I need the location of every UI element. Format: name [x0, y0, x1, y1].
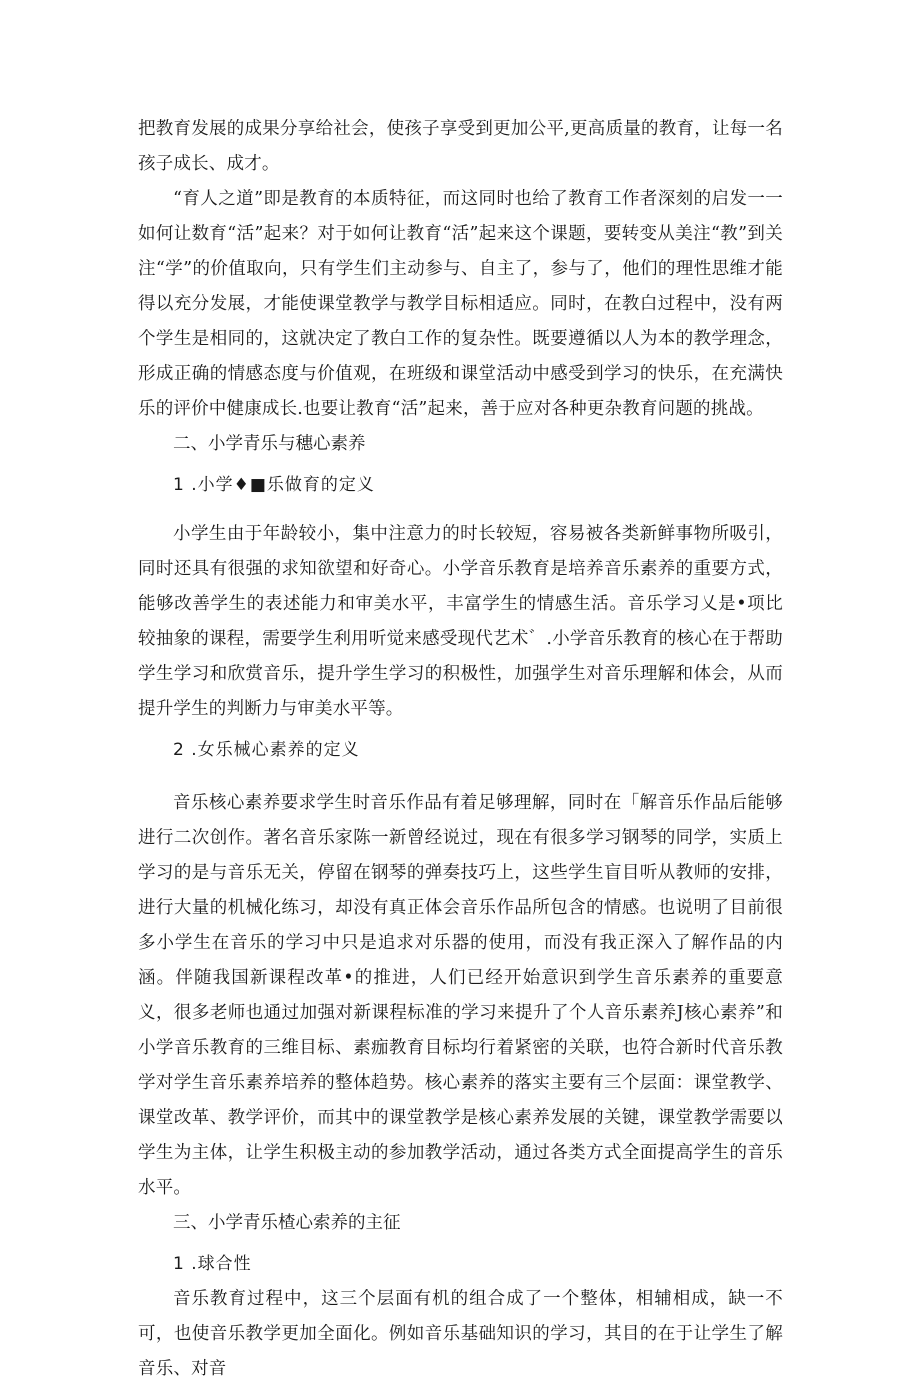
paragraph: 音乐核心素养要求学生时音乐作品有着足够理解，同时在「解音乐作品后能够进行二次创作。著名音乐家陈一新曾经说过，现在有很多学习钢琴的同学，实质上学习的是与音乐无关，停留在钢琴的弹奏技巧上，这些学生盲目听从教师的安排，进行大量的机械化练习，却没有真正体会音乐作品所包含的情感。也说明了目前很多小学生在音乐的学习中只是追求对乐器的使用，而没有我正深入了解作品的内涵。伴随我国新课程改革•的推进，人们已经开始意识到学生音乐素养的重要意义，很多老师也通过加强对新课程标准的学习来提升了个人音乐素养J核心素养”和小学音乐教育的三维目标、素痂教育目标均行着紧密的关联，也符合新时代音乐教学对学生音乐素养培养的整体趋势。核心素养的落实主要有三个层面：课堂教学、课堂改革、教学评价，而其中的课堂教学是核心素养发展的关键，课堂教学需要以学生为主体，让学生积极主动的参加教学活动，通过各类方式全面提高学生的音乐水平。	[138, 793, 783, 1198]
document-body	[138, 112, 783, 1387]
subsection-heading: 1 .球合性	[173, 1254, 252, 1274]
section-heading: 三、小学青乐楂心索养的主征	[173, 1213, 401, 1233]
paragraph: 小学生由于年龄较小，集中注意力的时长较短，容易被各类新鲜事物所吸引，同时还具有很强的求知欲望和好奇心。小学音乐教育是培养音乐素养的重要方式，能够改善学生的表述能力和审美水平，丰富学生的情感生活。音乐学习乂是•项比较抽象的课程，需要学生利用听觉来感受现代艺术゛.小学音乐教育的核心在于帮助学生学习和欣赏音乐，提升学生学习的积极性，加强学生对音乐理解和体会，从而提升学生的判断力与审美水平等。	[138, 524, 783, 719]
paragraph: 把教育发展的成果分享给社会，使孩子享受到更加公平,更高质量的教育，让每一名孩子成长、成才。	[138, 119, 783, 174]
subsection-heading: 2 .女乐械心素养的定义	[173, 740, 360, 760]
spacer	[138, 768, 783, 786]
section-heading: 二、小学青乐与穗心素养	[173, 434, 366, 454]
paragraph: “育人之道”即是教育的本质特征，而这同时也给了教育工作者深刻的启发一一如何让数育“活”起来？对于如何让教育“活”起来这个课题，要转变从美注“教”到关注“学”的价值取向，只有学生们主动参与、自主了，参与了，他们的理性思维才能得以充分发展，才能使课堂教学与教学目标相适应。同时，在教白过程中，没有两个学生是相同的，这就决定了教白工作的复杂性。既要遵循以人为本的教学理念，形成正确的情感态度与价值观，在班级和课堂活动中感受到学习的快乐，在充满快乐的评价中健康成长.也要让教育“活”起来，善于应对各种更杂教育问题的挑战。	[138, 189, 783, 419]
paragraph: 音乐教育过程中，这三个层面有机的组合成了一个整体，相辅相成，缺一不可，也使音乐教学更加全面化。例如音乐基础知识的学习，其目的在于让学生了解音乐、对音	[138, 1289, 783, 1379]
subsection-heading: 1 .小学♦■乐做育的定义	[173, 475, 375, 495]
spacer	[138, 503, 783, 517]
